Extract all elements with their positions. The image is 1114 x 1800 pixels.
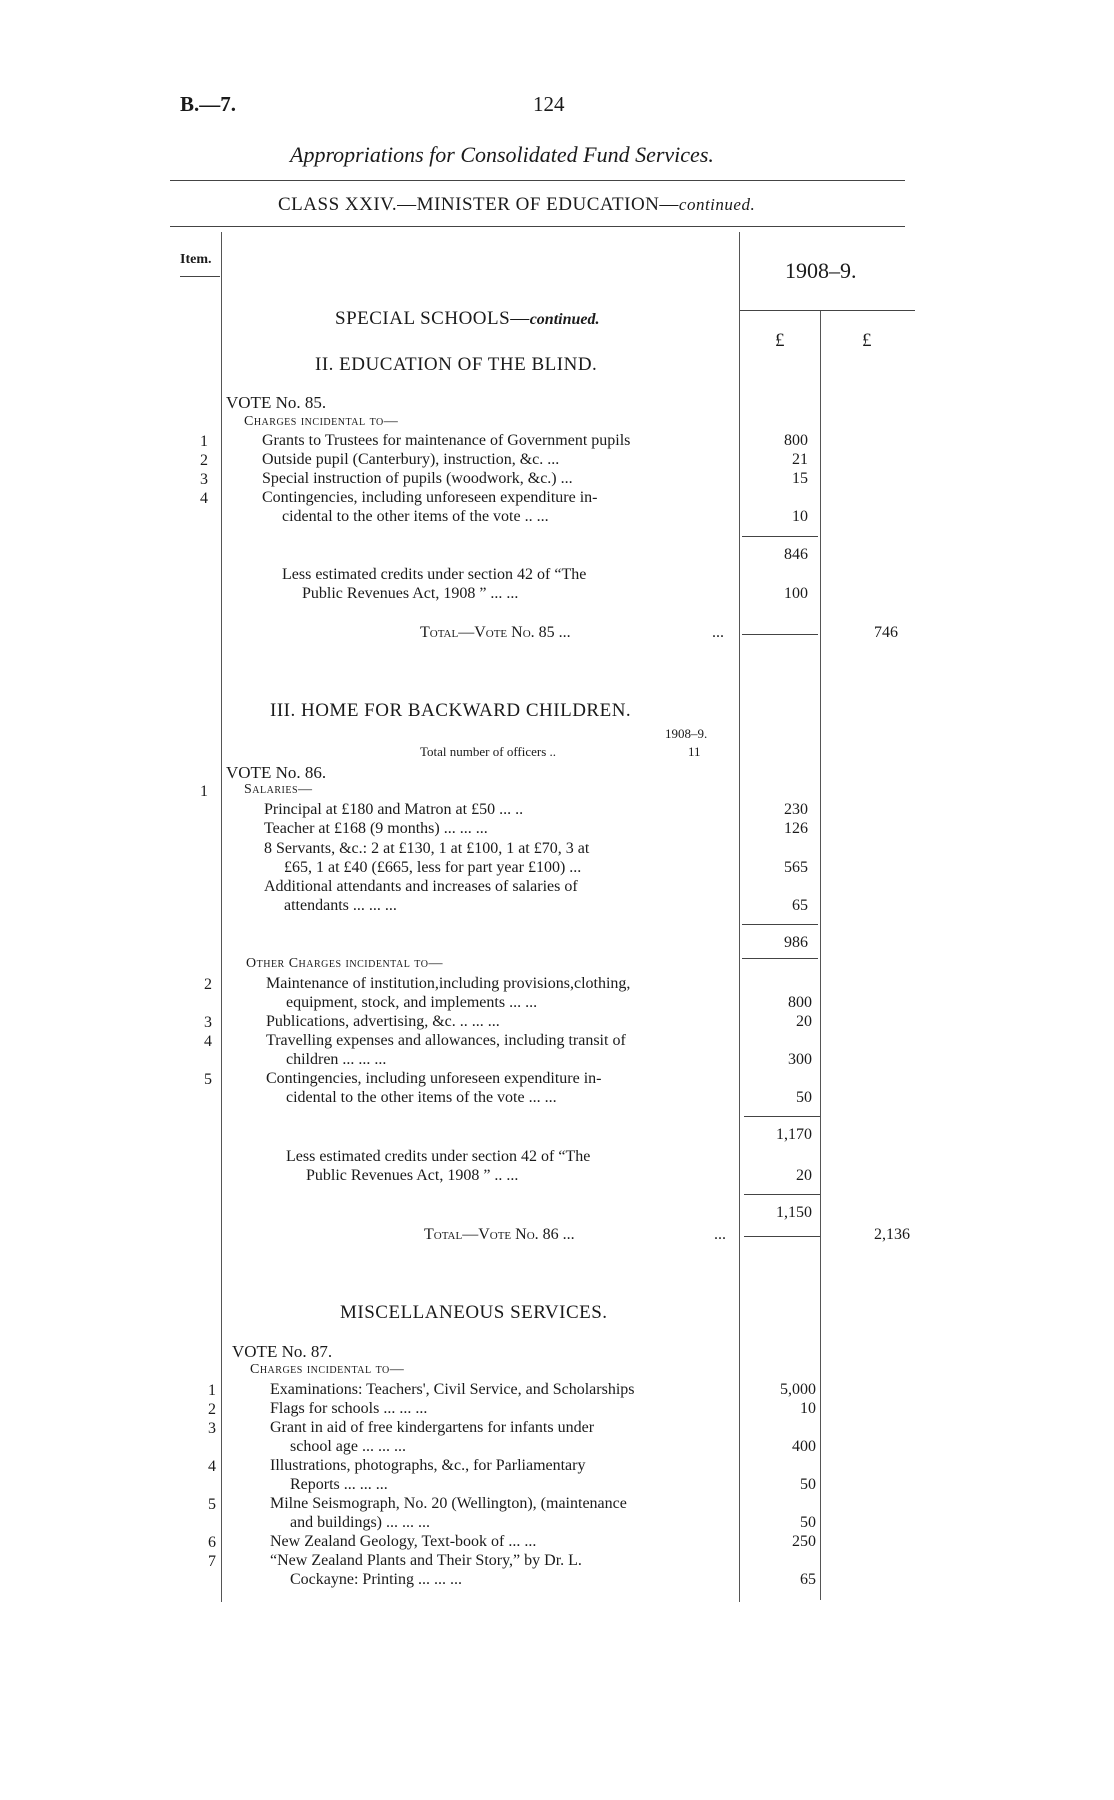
item-desc: Milne Seismograph, No. 20 (Wellington), (maintenance: [270, 1495, 627, 1512]
rule-subtotal: [742, 536, 818, 537]
item-desc: Illustrations, photographs, &c., for Parliamentary: [270, 1457, 586, 1474]
rule-total: [742, 634, 818, 635]
rule-class: [170, 226, 905, 227]
item-number: 4: [208, 1458, 216, 1475]
pound-sign-2: £: [862, 330, 872, 351]
item-amount: 21: [792, 451, 808, 468]
item-amount: 50: [800, 1514, 816, 1531]
item-desc-cont: and buildings) ... ... ...: [290, 1514, 430, 1531]
item-amount: 800: [784, 432, 808, 449]
vote-85-charges: Charges incidental to—: [244, 414, 399, 429]
total-dots: ...: [712, 624, 724, 641]
less-amount: 100: [784, 585, 808, 602]
item-desc: Outside pupil (Canterbury), instruction, &c. ...: [262, 451, 560, 468]
item-number: 1: [208, 1382, 216, 1399]
item-desc: New Zealand Geology, Text-book of ... ...: [270, 1533, 537, 1550]
less-amount: 20: [796, 1167, 812, 1184]
item-number: 3: [204, 1014, 212, 1031]
item-amount: 15: [792, 470, 808, 487]
rule-amount-col: [739, 232, 740, 1602]
vote-86-net: 1,150: [776, 1204, 812, 1221]
item-desc: Travelling expenses and allowances, including transit of: [266, 1032, 626, 1049]
item-desc: Special instruction of pupils (woodwork, &c.) ...: [262, 470, 573, 487]
vote-85-subtotal: 846: [784, 546, 808, 563]
rule-amount-col2: [820, 310, 821, 1600]
less-credits-cont: Public Revenues Act, 1908 ” .. ...: [306, 1167, 519, 1184]
salaries-total: 986: [784, 934, 808, 951]
item-number: 4: [204, 1033, 212, 1050]
salary-desc-cont: attendants ... ... ...: [284, 897, 397, 914]
item-column-label: Item.: [180, 252, 212, 267]
item-number: 6: [208, 1534, 216, 1551]
officers-label: Total number of officers ..: [420, 744, 557, 759]
vote-86-total-label: Total—Vote No. 86 ...: [424, 1226, 575, 1243]
vote-85-total: 746: [874, 624, 898, 641]
total-dots: ...: [714, 1226, 726, 1243]
vote-86-total: 2,136: [874, 1226, 910, 1243]
item-desc: Contingencies, including unforeseen expenditure in-: [262, 489, 598, 506]
item-amount: 50: [796, 1089, 812, 1106]
item-amount: 65: [800, 1571, 816, 1588]
salary-desc: 8 Servants, &c.: 2 at £130, 1 at £100, 1 at £70, 3 at: [264, 840, 590, 857]
item-desc: “New Zealand Plants and Their Story,” by Dr. L.: [270, 1552, 582, 1569]
item-desc: Grants to Trustees for maintenance of Government pupils: [262, 432, 631, 449]
salary-desc-cont: £65, 1 at £40 (£665, less for part year £100) ...: [284, 859, 582, 876]
rule-net: [744, 1194, 820, 1195]
blind-heading: II. EDUCATION OF THE BLIND.: [315, 354, 598, 375]
page-title: Appropriations for Consolidated Fund Services.: [290, 142, 714, 167]
item-number: 3: [200, 471, 208, 488]
item-number: 1: [200, 783, 208, 800]
officers-count: 11: [688, 744, 701, 759]
document-code: B.—7.: [180, 92, 237, 116]
rule-item: [180, 276, 220, 277]
item-amount: 10: [792, 508, 808, 525]
salary-amount: 565: [784, 859, 808, 876]
rule-item-col: [221, 232, 222, 1602]
rule-salaries: [742, 924, 818, 925]
other-charges-label: Other Charges incidental to—: [246, 956, 443, 971]
salary-desc: Additional attendants and increases of salaries of: [264, 878, 578, 895]
item-desc-cont: children ... ... ...: [286, 1051, 387, 1068]
item-number: 1: [200, 433, 208, 450]
officers-year: 1908–9.: [665, 726, 708, 741]
vote-87-charges: Charges incidental to—: [250, 1362, 405, 1377]
item-number: 4: [200, 490, 208, 507]
item-desc: Maintenance of institution,including provisions,clothing,: [266, 975, 631, 992]
item-desc: Publications, advertising, &c. .. ... ...: [266, 1013, 500, 1030]
vote-87-label: VOTE No. 87.: [232, 1342, 333, 1361]
item-amount: 20: [796, 1013, 812, 1030]
item-desc-cont: cidental to the other items of the vote .. ...: [282, 508, 549, 525]
item-desc: Flags for schools ... ... ...: [270, 1400, 428, 1417]
salary-desc: Teacher at £168 (9 months) ... ... ...: [264, 820, 488, 837]
item-number: 7: [208, 1553, 216, 1570]
item-number: 2: [204, 976, 212, 993]
item-amount: 50: [800, 1476, 816, 1493]
rule-top: [170, 180, 905, 181]
item-number: 3: [208, 1420, 216, 1437]
class-title: CLASS XXIV.—MINISTER OF EDUCATION—continued.: [278, 194, 756, 215]
item-desc: Contingencies, including unforeseen expenditure in-: [266, 1070, 602, 1087]
item-amount: 250: [792, 1533, 816, 1550]
item-desc: Examinations: Teachers', Civil Service, and Scholarships: [270, 1381, 635, 1398]
item-desc: Grant in aid of free kindergartens for infants under: [270, 1419, 595, 1436]
less-credits: Less estimated credits under section 42 of “The: [282, 566, 587, 583]
item-desc-cont: Reports ... ... ...: [290, 1476, 388, 1493]
rule-salaries-2: [742, 958, 818, 959]
special-schools-heading: SPECIAL SCHOOLS—continued.: [335, 308, 600, 329]
rule-year: [740, 310, 915, 311]
vote-86-subtotal: 1,170: [776, 1126, 812, 1143]
rule-total-86: [744, 1236, 820, 1237]
salary-amount: 230: [784, 801, 808, 818]
vote-85-total-label: Total—Vote No. 85 ...: [420, 624, 571, 641]
page-number: 124: [533, 92, 565, 116]
rule-other-subtotal: [744, 1116, 820, 1117]
pound-sign-1: £: [775, 330, 785, 351]
item-desc-cont: equipment, stock, and implements ... ...: [286, 994, 538, 1011]
salary-amount: 65: [792, 897, 808, 914]
item-number: 5: [208, 1496, 216, 1513]
item-amount: 400: [792, 1438, 816, 1455]
item-number: 5: [204, 1071, 212, 1088]
vote-86-label: VOTE No. 86.: [226, 763, 327, 782]
item-amount: 5,000: [780, 1381, 816, 1398]
item-amount: 800: [788, 994, 812, 1011]
item-number: 2: [200, 452, 208, 469]
item-desc-cont: cidental to the other items of the vote ... ...: [286, 1089, 557, 1106]
home-heading: III. HOME FOR BACKWARD CHILDREN.: [270, 700, 632, 721]
less-credits: Less estimated credits under section 42 of “The: [286, 1148, 591, 1165]
item-amount: 10: [800, 1400, 816, 1417]
item-number: 2: [208, 1401, 216, 1418]
misc-heading: MISCELLANEOUS SERVICES.: [340, 1302, 608, 1323]
salary-amount: 126: [784, 820, 808, 837]
salaries-label: Salaries—: [244, 782, 313, 797]
vote-85-label: VOTE No. 85.: [226, 393, 327, 412]
item-desc-cont: school age ... ... ...: [290, 1438, 406, 1455]
less-credits-cont: Public Revenues Act, 1908 ” ... ...: [302, 585, 519, 602]
item-desc-cont: Cockayne: Printing ... ... ...: [290, 1571, 462, 1588]
year-heading: 1908–9.: [785, 258, 857, 283]
item-amount: 300: [788, 1051, 812, 1068]
salary-desc: Principal at £180 and Matron at £50 ... ..: [264, 801, 524, 818]
